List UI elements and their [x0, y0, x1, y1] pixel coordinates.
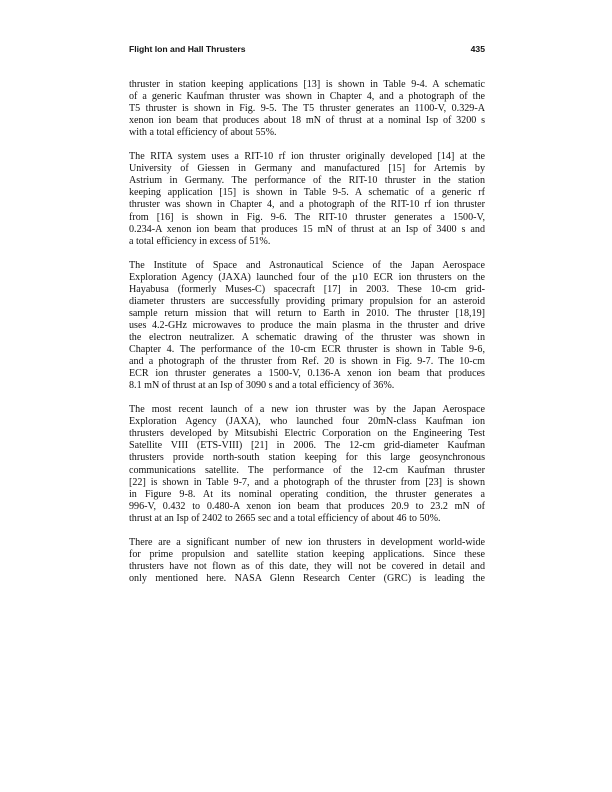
text-line: thruster was shown in Chapter 4, and a photograph of the RIT-10 rf ion thruster	[129, 199, 485, 211]
text-line: Chapter 4. The performance of the 10-cm ECR thruster is shown in Table 9-6,	[129, 344, 485, 356]
text-line: 0.234-A xenon ion beam that produces 15 mN of thrust at an Isp of 3400 s and	[129, 223, 485, 235]
text-line: thrust at an Isp of 2402 to 2665 sec and a total efficiency of about 46 to 50%.	[129, 512, 441, 524]
text-line: sample return mission that will return to Earth in 2010. The thruster [18,19]	[129, 307, 485, 319]
body-text	[129, 79, 485, 597]
text-line: [22] is shown in Table 9-7, and a photograph of the thruster from [23] is shown	[129, 476, 485, 488]
text-line: uses 4.2-GHz microwaves to produce the main plasma in the thruster and drive	[129, 319, 485, 331]
text-line: The most recent launch of a new ion thruster was by the Japan Aerospace	[129, 404, 485, 416]
paragraph	[129, 260, 485, 393]
running-title: Flight Ion and Hall Thrusters	[129, 44, 246, 54]
text-line: Exploration Agency (JAXA) launched four of the µ10 ECR ion thrusters on the	[129, 271, 485, 283]
page-number: 435	[470, 44, 485, 54]
text-line: only mentioned here. NASA Glenn Research Center (GRC) is leading the	[129, 572, 485, 584]
text-line: in Figure 9-8. At its nominal operating condition, the thruster generates a	[129, 488, 485, 500]
text-line: 996-V, 0.432 to 0.480-A xenon ion beam that produces 20.9 to 23.2 mN of	[129, 500, 485, 512]
text-line: thrusters have not flown as of this date, they will not be covered in detail and	[129, 560, 485, 572]
text-line: Hayabusa (formerly Muses-C) spacecraft [17] in 2003. These 10-cm grid-	[129, 283, 485, 295]
text-line: The RITA system uses a RIT-10 rf ion thruster originally developed [14] at the	[129, 151, 485, 163]
text-line: of a generic Kaufman thruster was shown in Chapter 4, and a photograph of the	[129, 91, 485, 103]
text-line: Satellite VIII (ETS-VIII) [21] in 2006. The 12-cm grid-diameter Kaufman	[129, 440, 485, 452]
text-line: a total efficiency in excess of 51%.	[129, 235, 271, 247]
text-line: Exploration Agency (JAXA), who launched four 20mN-class Kaufman ion	[129, 416, 485, 428]
text-line: T5 thruster is shown in Fig. 9-5. The T5 thruster generates an 1100-V, 0.329-A	[129, 103, 485, 115]
text-line: thrusters developed by Mitsubishi Electric Corporation on the Engineering Test	[129, 428, 485, 440]
text-line: communications satellite. The performance of the 12-cm Kaufman thruster	[129, 464, 485, 476]
paragraph	[129, 537, 485, 585]
paragraph	[129, 404, 485, 524]
text-line: diameter thrusters are successfully providing primary propulsion for an asteroid	[129, 295, 485, 307]
text-line: ECR ion thruster generates a 1500-V, 0.136-A xenon ion beam that produces	[129, 368, 485, 380]
text-line: The Institute of Space and Astronautical Science of the Japan Aerospace	[129, 259, 485, 271]
text-line: for prime propulsion and satellite station keeping applications. Since these	[129, 548, 485, 560]
text-line: There are a significant number of new ion thrusters in development world-wide	[129, 536, 485, 548]
paragraph	[129, 79, 485, 139]
text-line: Astrium in Germany. The performance of the RIT-10 thruster in the station	[129, 175, 485, 187]
text-line: with a total efficiency of about 55%.	[129, 127, 277, 139]
text-line: xenon ion beam that produces about 18 mN of thrust at a nominal Isp of 3200 s	[129, 115, 485, 127]
text-line: the electron neutralizer. A schematic drawing of the thruster was shown in	[129, 331, 485, 343]
text-line: thruster in station keeping applications [13] is shown in Table 9-4. A schematic	[129, 79, 485, 90]
text-line: University of Giessen in Germany and manufactured [15] for Artemis by	[129, 163, 485, 175]
text-line: 8.1 mN of thrust at an Isp of 3090 s and a total efficiency of 36%.	[129, 380, 395, 392]
text-line: and a photograph of the thruster from Ref. 20 is shown in Fig. 9-7. The 10-cm	[129, 356, 485, 368]
text-line: thrusters provide north-south station keeping for this large geosynchronous	[129, 452, 485, 464]
running-header	[129, 44, 485, 54]
paragraph	[129, 151, 485, 247]
text-line: keeping application [15] is shown in Table 9-5. A schematic of a generic rf	[129, 187, 485, 199]
text-line: from [16] is shown in Fig. 9-6. The RIT-10 thruster generates a 1500-V,	[129, 211, 485, 223]
